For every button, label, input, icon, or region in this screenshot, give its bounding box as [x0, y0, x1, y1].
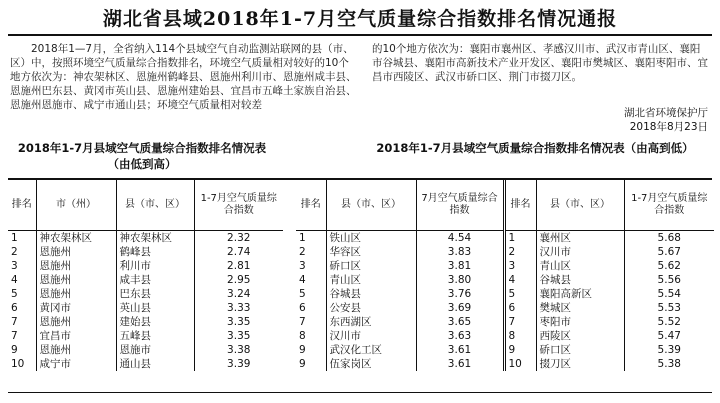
table-row — [296, 301, 714, 315]
table-cell: 英山县 — [116, 301, 194, 315]
table-cell: 恩施州 — [36, 315, 116, 329]
table-cell: 武汉化工区 — [326, 343, 416, 357]
table-cell: 五峰县 — [116, 329, 194, 343]
table-row — [8, 343, 283, 357]
table-cell: 5.54 — [624, 287, 714, 301]
table-cell: 汉川市 — [536, 245, 624, 259]
title-rule — [8, 34, 712, 36]
table-row — [296, 259, 714, 273]
body-paragraph-left: 2018年1—7月，全省纳入114个县域空气自动监测站联网的县（市、区）中，按照环境空气质量综合指数排名，环境空气质量相对较好的10个地方依次为：神农架林区、恩施州鹤峰县、恩施州利川市、恩施州咸丰县、恩施州巴东县、黄冈市英山县、恩施州建始县、宜昌市五峰土家族自治县、恩施州恩施市、咸宁市通山县；环境空气质量相对较差 — [10, 43, 357, 111]
table-cell: 东西湖区 — [326, 315, 416, 329]
table-cell: 4.54 — [416, 231, 504, 246]
table-cell: 4 — [11, 274, 18, 286]
col-header-rank: 排名 — [8, 180, 36, 231]
table-row — [8, 231, 283, 246]
table-cell: 神农架林区 — [116, 231, 194, 246]
table-cell: 9 — [299, 344, 306, 356]
table-cell: 5 — [504, 287, 536, 301]
table-cell: 3 — [11, 260, 18, 272]
table-cell: 7 — [11, 330, 18, 342]
col-header-county: 县（市、区） — [326, 180, 416, 231]
table-cell: 3.69 — [416, 301, 504, 315]
table-cell: 3 — [504, 259, 536, 273]
table-cell: 9 — [299, 358, 306, 370]
table-cell: 3.39 — [194, 357, 283, 371]
table-cell: 4 — [504, 273, 536, 287]
table-cell: 公安县 — [326, 301, 416, 315]
table-row — [8, 315, 283, 329]
table-cell: 10 — [504, 357, 536, 371]
table-cell: 恩施州 — [36, 343, 116, 357]
table-cell: 3.83 — [416, 245, 504, 259]
table-cell: 2.81 — [194, 259, 283, 273]
table-cell: 宜昌市 — [36, 329, 116, 343]
table-cell: 恩施州 — [36, 245, 116, 259]
issue-date: 2018年8月23日 — [629, 121, 708, 133]
table-cell: 谷城县 — [326, 287, 416, 301]
table-cell: 5.56 — [624, 273, 714, 287]
col-header-county: 县（市、区） — [536, 180, 624, 231]
tables-bottom-rule — [8, 392, 712, 393]
table-cell: 恩施州 — [36, 287, 116, 301]
left-ranking-table — [8, 180, 283, 371]
table-cell: 6 — [299, 302, 306, 314]
table-cell: 3.35 — [194, 329, 283, 343]
table-cell: 2 — [11, 246, 18, 258]
body-paragraph-right: 的10个地方依次为：襄阳市襄州区、孝感汉川市、武汉市青山区、襄阳市谷城县、襄阳市高新技术产业开发区、襄阳市樊城区、襄阳枣阳市、宜昌市西陵区、武汉市硚口区、荆门市掇刀区。 — [372, 43, 708, 83]
table-cell: 恩施市 — [116, 343, 194, 357]
table-cell: 5 — [299, 288, 306, 300]
table-row — [8, 259, 283, 273]
table-cell: 恩施州 — [36, 259, 116, 273]
table-cell: 伍家岗区 — [326, 357, 416, 371]
table-cell: 樊城区 — [536, 301, 624, 315]
table-row — [8, 245, 283, 259]
table-cell: 3.65 — [416, 315, 504, 329]
table-cell: 硚口区 — [326, 259, 416, 273]
table-cell: 5.39 — [624, 343, 714, 357]
col-header-index: 1-7月空气质量综合指数 — [624, 180, 714, 231]
table-cell: 青山区 — [536, 259, 624, 273]
table-cell: 3.33 — [194, 301, 283, 315]
table-cell: 神农架林区 — [36, 231, 116, 246]
table-cell: 掇刀区 — [536, 357, 624, 371]
table-cell: 3.38 — [194, 343, 283, 357]
table-cell: 谷城县 — [536, 273, 624, 287]
table-cell: 5.67 — [624, 245, 714, 259]
col-header-index: 1-7月空气质量综合指数 — [194, 180, 283, 231]
table-cell: 3.24 — [194, 287, 283, 301]
table-cell: 襄州区 — [536, 231, 624, 246]
table-cell: 汉川市 — [326, 329, 416, 343]
table-cell: 建始县 — [116, 315, 194, 329]
table-cell: 西陵区 — [536, 329, 624, 343]
table-cell: 3 — [299, 260, 306, 272]
table-cell: 9 — [11, 344, 18, 356]
table-cell: 青山区 — [326, 273, 416, 287]
left-table-title: 2018年1-7月县域空气质量综合指数排名情况表（由低到高） — [17, 141, 267, 171]
table-cell: 5 — [11, 288, 18, 300]
table-cell: 2 — [504, 245, 536, 259]
table-cell: 3.61 — [416, 343, 504, 357]
table-cell: 通山县 — [116, 357, 194, 371]
table-cell: 硚口区 — [536, 343, 624, 357]
table-row — [8, 357, 283, 371]
table-cell: 铁山区 — [326, 231, 416, 246]
col-header-county: 县（市、区） — [116, 180, 194, 231]
table-cell: 6 — [504, 301, 536, 315]
page-title: 湖北省县域2018年1-7月空气质量综合指数排名情况通报 — [102, 8, 618, 30]
table-cell: 咸丰县 — [116, 273, 194, 287]
table-cell: 4 — [299, 274, 306, 286]
table-cell: 襄阳高新区 — [536, 287, 624, 301]
table-cell: 8 — [299, 330, 306, 342]
table-cell: 8 — [504, 329, 536, 343]
table-row — [296, 287, 714, 301]
table-cell: 2.95 — [194, 273, 283, 287]
table-cell: 6 — [11, 302, 18, 314]
table-row — [296, 245, 714, 259]
table-row — [296, 231, 714, 246]
table-cell: 2.74 — [194, 245, 283, 259]
table-cell: 7 — [299, 316, 306, 328]
table-cell: 5.38 — [624, 357, 714, 371]
right-ranking-table — [296, 180, 714, 371]
table-row — [296, 329, 714, 343]
table-cell: 鹤峰县 — [116, 245, 194, 259]
col-header-city: 市（州） — [36, 180, 116, 231]
table-cell: 1 — [504, 231, 536, 246]
table-cell: 2 — [299, 246, 306, 258]
table-cell: 5.52 — [624, 315, 714, 329]
table-row — [296, 315, 714, 329]
table-row — [8, 287, 283, 301]
table-cell: 5.68 — [624, 231, 714, 246]
table-cell: 华容区 — [326, 245, 416, 259]
right-table-title: 2018年1-7月县域空气质量综合指数排名情况表（由高到低） — [376, 141, 694, 155]
table-cell: 利川市 — [116, 259, 194, 273]
table-cell: 5.53 — [624, 301, 714, 315]
col-header-rank: 排名 — [296, 180, 326, 231]
table-cell: 恩施州 — [36, 273, 116, 287]
table-cell: 3.63 — [416, 329, 504, 343]
table-cell: 5.47 — [624, 329, 714, 343]
table-row — [296, 273, 714, 287]
table-row — [8, 301, 283, 315]
table-cell: 巴东县 — [116, 287, 194, 301]
table-cell: 3.80 — [416, 273, 504, 287]
table-cell: 1 — [11, 232, 18, 244]
col-header-rank: 排名 — [504, 180, 536, 231]
table-cell: 3.81 — [416, 259, 504, 273]
table-cell: 枣阳市 — [536, 315, 624, 329]
issuer: 湖北省环境保护厅 — [624, 107, 708, 119]
col-header-july-index: 7月空气质量综合指数 — [416, 180, 504, 231]
table-row — [8, 273, 283, 287]
table-cell: 黄冈市 — [36, 301, 116, 315]
table-cell: 1 — [299, 232, 306, 244]
table-row — [296, 357, 714, 371]
table-cell: 5.62 — [624, 259, 714, 273]
table-cell: 3.61 — [416, 357, 504, 371]
table-cell: 3.76 — [416, 287, 504, 301]
table-cell: 9 — [504, 343, 536, 357]
table-row — [296, 343, 714, 357]
table-cell: 7 — [504, 315, 536, 329]
table-cell: 3.35 — [194, 315, 283, 329]
table-cell: 咸宁市 — [36, 357, 116, 371]
table-cell: 7 — [11, 316, 18, 328]
table-row — [8, 329, 283, 343]
table-cell: 2.32 — [194, 231, 283, 246]
table-cell: 10 — [11, 358, 25, 370]
